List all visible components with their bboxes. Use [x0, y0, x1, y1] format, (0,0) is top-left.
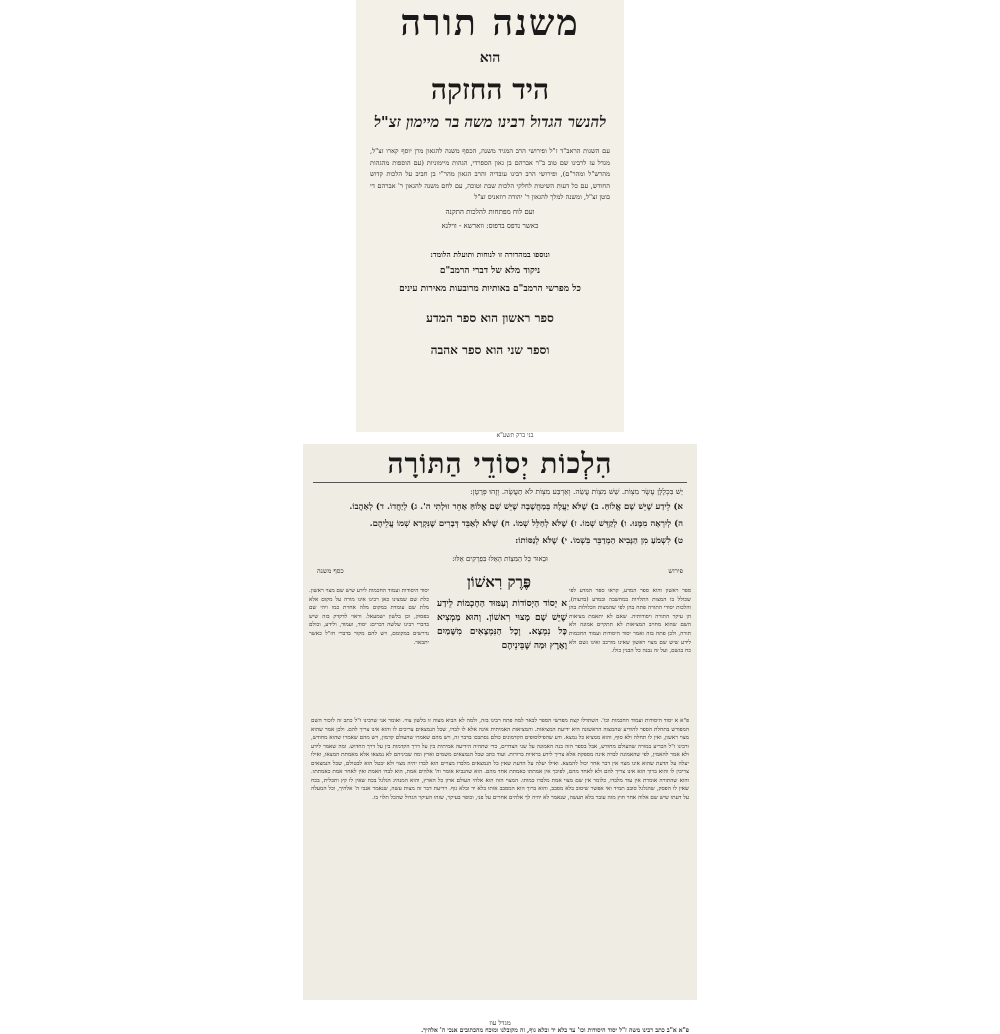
sefer-rishon: ספר ראשון הוא ספר המדע — [426, 310, 554, 325]
mitzvot-intro: יֵשׁ בִּכְלָלָן עֶשֶׂר מִצְוֹת. שֵׁשׁ מִצְוֹת עֲשֵׂה. וְאַרְבַּע מִצְוֹת לֹא תַעֲשֶׂה. וְזֶהוּ פְּרָטָן: — [470, 487, 683, 496]
print-place-line: בני ברק תשע"א — [496, 432, 534, 439]
author-line: להנשר הגדול רבינו משה בר מיימון זצ"ל — [373, 113, 607, 131]
commentators-block: עם השגות הראב"ד ז"ל ופירושי הרב המגיד משנה, הכסף משנה להגאון מרן יוסף קארו זצ"ל, מגדל עז לרבינו שם טוב ב"ר אברהם בן גאון הספרדי, הגהות מיימוניות (עם הוספות מהגהות מהרש"ל ומהר"ם), ופירושי הרב רבינו עובדיה והרב הגאון מהר"י בן חביב על הלכות קדוש החודש, עם כל דעות השיטות לחלקי הלכות שבת וטוכה, עם לחם משנה להגאון ר' אברהם די בוטן זצ"ל, ומשנה למלך להגאון ר' יהודה רוזאניס זצ"ל — [370, 147, 610, 201]
columns-area — [309, 567, 691, 717]
label-perush: פירוש — [668, 567, 683, 575]
mitzvot-line-1: א) לֵידַע שֶׁיֵּשׁ שָׁם אֱלוֹהַּ. ב) שֶׁלֹּא יַעֲלֶה בְּמַחֲשָׁבָה שֶׁיֵּשׁ שָׁם אֱלוֹהַּ אַחֵר זוּלָתִי ה'. ג) לְיַחֲדוֹ. ד) לְאַהֲבוֹ. — [349, 502, 683, 512]
biur-line: וּבֵאוּר כָּל הַמִּצְוֹת הָאֵלּוּ בִּפְרָקִים אֵלּוּ: — [452, 555, 548, 563]
migdal-oz-text: פ"א א"ב כתב רבינו משה ז"ל יסוד היסודות וכו' עד בלא יד ובלא גוף, זה מקובלנו ומוכח מהכתובים אנכי ה' אלהיך. — [421, 1027, 689, 1034]
commentary-full-width: פ"א א יסוד היסודות ועמוד החכמות וכו'. השתדלו קצת מפרשי הספר לבאר למה פתח רבינו בזה, ולמה לא הביא מצוה זו בלשון צווי. ואומר אני שרבינו ז"ל כתב זה לזכור השם המפורש בתחלת הספר להודיע שהמצוה הראשונה היא ידיעת המציאות. והמציאות האמיתית אינה אלא לו לבדו, שכל הנמצאים צריכים לו והוא אינו צריך להם. ולכן אמר שהוא מצוי ראשון, ואין לו תחלה ולא סוף, והוא ממציא כל נמצא. ודע שהפילוסופים הקדמונים כולם נסתבכו בדבר זה, ויש מהם שאמרו שהעולם קדמון, ויש מהם שאמרו שהוא מחודש, ורבינו ז"ל הכריע במורה שהעולם מחודש, אבל בספר הזה בנה האמונה על שני הצדדים, כדי שתהיה הידיעה אמיתית בין על דרך הקדמות בין על דרך החדוש. ומה שאמר לידע ולא אמר להאמין, לפי שהאמונה לבדה אינה מספקת אלא צריך לידע בראיות ברורות. ועוד כתב שכל הנמצאים משמים וארץ ומה שביניהם לא נמצאו אלא מאמתת המצאו, ואילו יעלה על הדעת שהוא אינו מצוי אין דבר אחר יכול להמצא. ואילו יעלה על הדעת שאין כל הנמצאים מלבדו מצויים הוא לבדו יהיה מצוי ולא יבטל הוא לבטולם, שכל הנמצאים צריכין לו והוא ברוך הוא אינו צריך להם ולא לאחד מהם, לפיכך אין אמתתו כאמתת אחד מהם. הוא שהנביא אומר וה' אלהים אמת, הוא לבדו האמת ואין לאחר אמת כאמתתו. והוא שהתורה אומרת אין עוד מלבדו, כלומר אין שם מצוי אמת מלבדו כמותו. המצוי הזה הוא אלהי העולם אדון כל הארץ, והוא המנהיג הגלגל בכח שאין לו קץ ותכלית, בכח שאין לו הפסק, שהגלגל סובב תמיד ואי אפשר שיסוב בלא מסבב, והוא ברוך הוא המסבב אותו בלא יד ובלא גוף. וידיעת דבר זה מצות עשה, שנאמר אנכי ה' אלהיך, וכל המעלה על דעתו שיש שם אלוה אחר חוץ מזה עובר בלא תעשה, שנאמר לא יהיה לך אלהים אחרים על פני, וכופר בעיקר, שזהו העיקר הגדול שהכל תלוי בו. — [311, 718, 689, 801]
perek-title: פֶּרֶק רִאשׁוֹן — [466, 573, 532, 591]
main-title: משנה תורה — [400, 2, 580, 44]
added-item-nikud: ניקוד מלא של דברי הרמב"ם — [439, 265, 541, 276]
label-kesef-mishneh: כסף משנה — [317, 567, 344, 575]
title-page — [356, 0, 624, 432]
luach-line: ועם לוח מפתחות להלכות התקנה — [445, 207, 535, 216]
halakhot-title: הִלְכוֹת יְסוֹדֵי הַתּוֹרָה — [387, 447, 613, 480]
added-intro: ונוספו במהדורה זו לנוחות ותועלת הלומד: — [430, 249, 550, 259]
commentary-right-column: ספר ראשון והוא ספר המדע, קראו ספר המדע לפי שכולל בו המצות התלויות במחשבה ובמדע (בדעות), והלכות יסודי התורה פתח בהן לפי שהמצות הכלולות בהן הן עיקר התורה ויסודותיה. שאם לא יתאמת מציאות השם שהוא מחויב המציאות לא תתקיים אמונה ולא תורה, ולכן פתח בזה ואמר יסוד היסודות ועמוד החכמות לידע שיש שם מצוי ראשון שאינו מורכב ואינו גשם ולא כח בגשם, ועל זה נבנה כל הבנין כולו. — [569, 588, 691, 655]
added-item-meforshim: כל מפרשי הרמב"ם באותיות מרובעות מאירות עינים — [399, 283, 581, 294]
halakhot-page — [303, 444, 697, 1034]
migdal-oz-label: מגדל עוז — [489, 1019, 511, 1027]
mitzvot-line-2: ה) לְיִרְאָה מִמֶּנּוּ. ו) לְקַדֵּשׁ שְׁמוֹ. ז) שֶׁלֹּא לְחַלֵּל שְׁמוֹ. ח) שֶׁלֹּא לְאַבֵּד דְּבָרִים שֶׁנִּקְרָא שְׁמוֹ עֲלֵיהֶם. — [369, 519, 683, 529]
printed-from-line: כאשר נדפס בדפוס: ווארשא - ווילנא — [441, 221, 539, 230]
sefer-sheni: וספר שני הוא ספר אהבה — [430, 342, 550, 357]
commentary-left-column: יסוד היסודות ועמוד החכמות לידע שיש שם מצוי ראשון. כלת שם שמצינו כאן רבינו אינו מורה על מקום אלא מלת שם עומדת במקום מלה אחרת כמו ויהי שם בפסוק, וכן בלשון ישמעאל. וראוי לדקדק בזה שיש בדברי רבינו שלשה דברים: יסוד, ועמוד, ולידע, וכולם נדרשים במקומם, ויש להם מקור בדברי חז"ל כאשר יתבאר. — [309, 588, 429, 646]
title-divider — [313, 482, 687, 483]
hu-line: הוא — [479, 50, 501, 66]
yad-title: היד החזקה — [430, 73, 550, 106]
mitzvot-line-3: ט) לִשְׁמֹעַ מִן הַנָּבִיא הַמְדַבֵּר בִּשְׁמוֹ. י) שֶׁלֹּא לְנַסּוֹתוֹ: — [515, 536, 683, 546]
main-halakha-text: א יְסוֹד הַיְסוֹדוֹת וְעַמּוּד הַחָכְמוֹת לֵידַע שֶׁיֵּשׁ שָׁם מָצוּי רִאשׁוֹן. וְהוּא מַמְצִיא כָּל נִמְצָא. וְכָל הַנִּמְצָאִים מִשָּׁמַיִם וָאָרֶץ וּמַה שֶּׁבֵּינֵיהֶם — [437, 599, 567, 651]
